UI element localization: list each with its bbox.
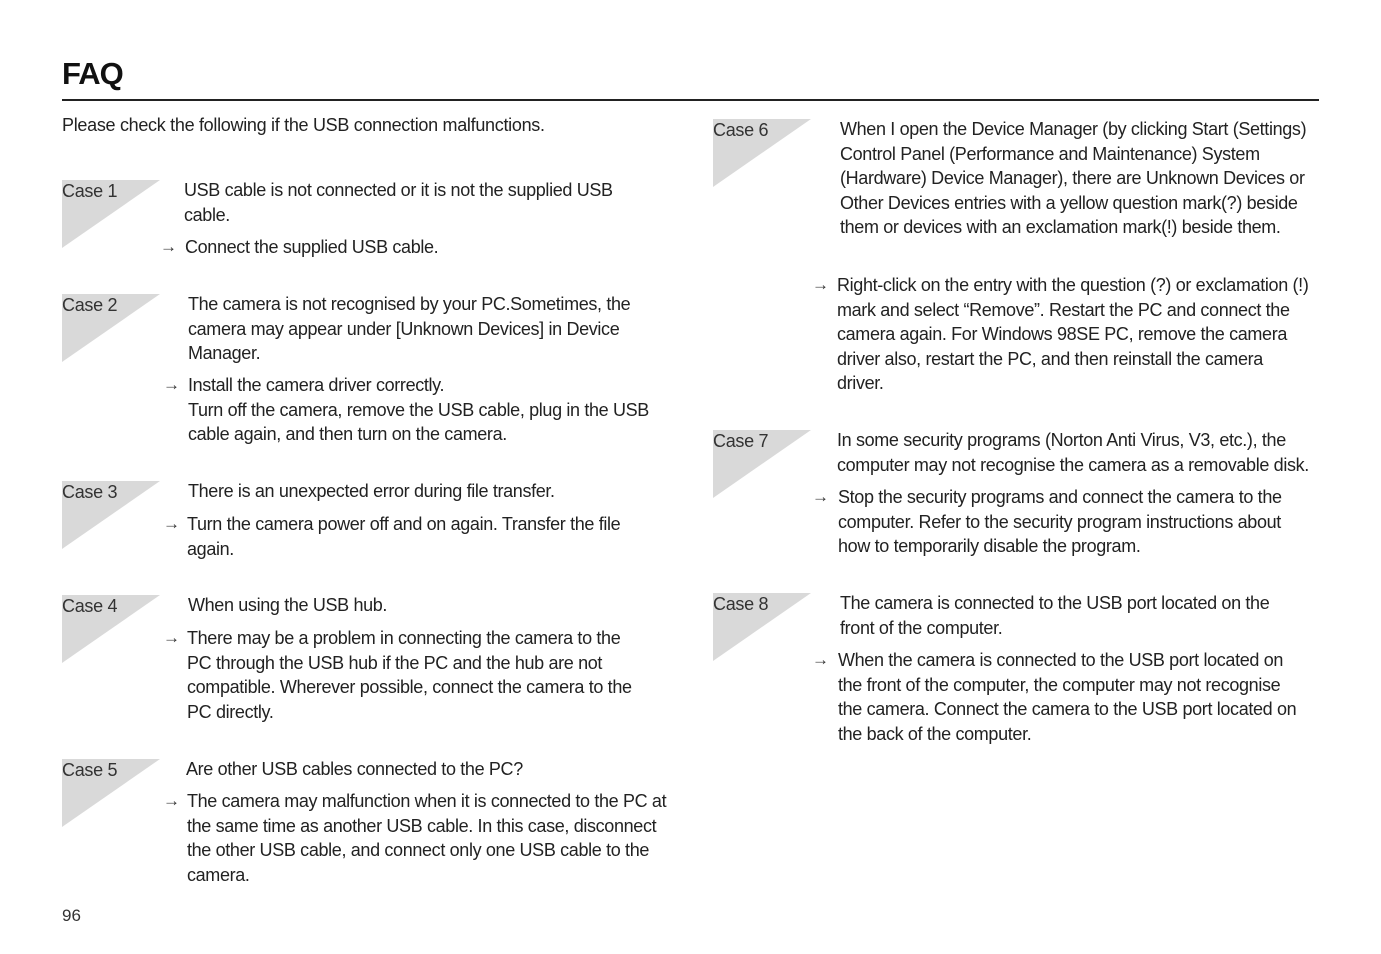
case-solution: Right-click on the entry with the question (?) or exclamation (!) mark and select “Remove”. Restart the PC and connect the camera again. For Windows 98SE PC, remove the camera driver also, restart the PC, and then reinstall the camera driver. xyxy=(837,275,1309,394)
title-divider xyxy=(62,99,1319,101)
case-problem: USB cable is not connected or it is not the supplied USB cable. xyxy=(184,180,613,225)
case-solution: Stop the security programs and connect the camera to the computer. Refer to the security program instructions about how to temporarily disable the program. xyxy=(838,487,1282,557)
case-label: Case 8 xyxy=(713,594,769,614)
case-problem: When I open the Device Manager (by clicking Start (Settings) Control Panel (Performance and Maintenance) System (Hardware) Device Manager), there are Unknown Devices or Other Devices entries with a yellow question mark(?) beside them or devices with an exclamation mark(!) beside them. xyxy=(840,119,1307,238)
arrow-icon: → xyxy=(163,375,180,394)
page-title: FAQ xyxy=(62,56,123,91)
case-label: Case 3 xyxy=(62,482,118,502)
case-problem: When using the USB hub. xyxy=(188,595,388,615)
case-solution: There may be a problem in connecting the camera to the PC through the USB hub if the PC and the hub are not compatible. Wherever possible, connect the camera to the PC directly. xyxy=(187,628,632,722)
case-solution: The camera may malfunction when it is connected to the PC at the same time as another USB cable. In this case, disconnect the other USB cable, and connect only one USB cable to the camera. xyxy=(187,791,667,885)
case-label: Case 2 xyxy=(62,295,118,315)
case-solution: Connect the supplied USB cable. xyxy=(185,237,439,257)
case-label: Case 6 xyxy=(713,120,769,140)
arrow-icon: → xyxy=(812,487,829,506)
case-label: Case 7 xyxy=(713,431,769,451)
intro-text: Please check the following if the USB connection malfunctions. xyxy=(62,115,545,135)
case-solution: Turn the camera power off and on again. Transfer the file again. xyxy=(187,514,621,559)
arrow-icon: → xyxy=(812,275,829,294)
case-problem: Are other USB cables connected to the PC? xyxy=(186,759,523,779)
case-label: Case 4 xyxy=(62,596,118,616)
case-solution: Install the camera driver correctly. Turn off the camera, remove the USB cable, plug in the USB cable again, and then turn on the camera. xyxy=(188,375,649,445)
arrow-icon: → xyxy=(163,791,180,810)
case-problem: The camera is connected to the USB port located on the front of the computer. xyxy=(840,593,1270,638)
case-problem: The camera is not recognised by your PC.Sometimes, the camera may appear under [Unknown Devices] in Device Manager. xyxy=(188,294,631,364)
arrow-icon: → xyxy=(163,514,180,533)
arrow-icon: → xyxy=(163,628,180,647)
arrow-icon: → xyxy=(160,237,177,256)
case-label: Case 1 xyxy=(62,181,118,201)
case-problem: There is an unexpected error during file transfer. xyxy=(188,481,555,501)
case-problem: In some security programs (Norton Anti Virus, V3, etc.), the computer may not recognise the camera as a removable disk. xyxy=(837,430,1309,475)
case-solution: When the camera is connected to the USB port located on the front of the computer, the computer may not recognise the camera. Connect the camera to the USB port located on the back of the computer. xyxy=(838,650,1297,744)
case-label: Case 5 xyxy=(62,760,118,780)
arrow-icon: → xyxy=(812,650,829,669)
page-number: 96 xyxy=(62,906,81,925)
